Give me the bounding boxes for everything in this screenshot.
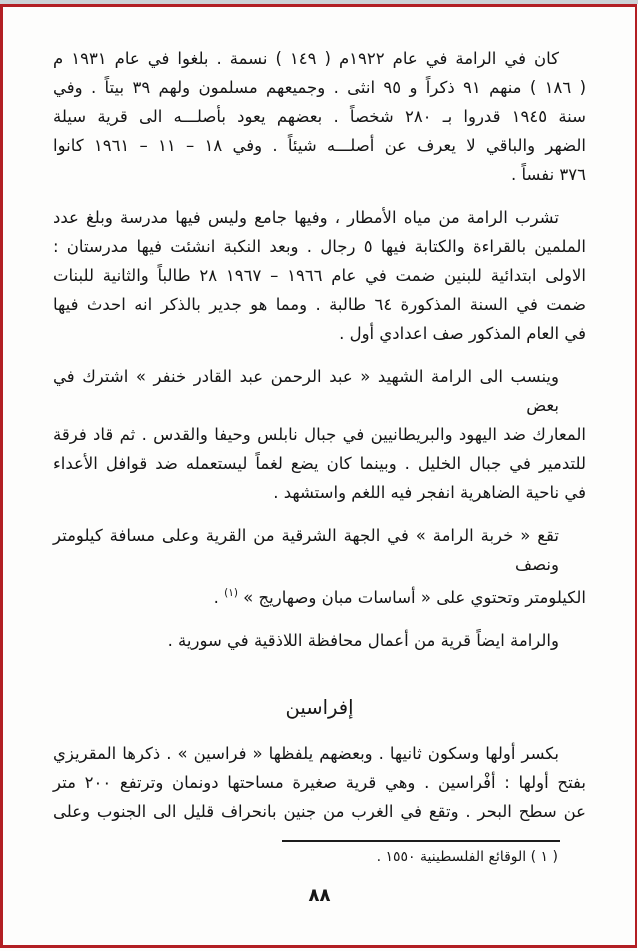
text-line: تقع « خربة الرامة » في الجهة الشرقية من القرية وعلى مسافة كيلومتر ونصف (53, 526, 559, 574)
paragraph-rama-water-schools (53, 203, 586, 348)
text-line: والرامة ايضاً قرية من أعمال محافظة اللاذقية في سورية . (167, 631, 559, 650)
text-line: وينسب الى الرامة الشهيد « عبد الرحمن عبد القادر خنفر » اشترك في بعض (53, 367, 559, 415)
paragraph-ifrasin-intro (53, 739, 586, 826)
paragraph-rama-population (53, 44, 586, 189)
text-line: المعارك ضد اليهود والبريطانيين في جبال نابلس وحيفا والقدس . ثم قاد فرقة (53, 425, 586, 444)
text-line: بكسر أولها وسكون ثانيها . وبعضهم يلفظها « فراسين » . ذكرها المقريزي (53, 744, 559, 763)
page-text-block (53, 0, 586, 910)
text-line: الضهر والباقي لا يعرف عن أصلـــه شيئاً . وفي ١٨ – ١١ – ١٩٦١ كانوا (53, 136, 586, 155)
footnote-text: ( ١ ) الوقائع الفلسطينية ١٥٥٠ . (376, 849, 558, 865)
text-line: ٣٧٦ نفساً . (510, 165, 586, 184)
paragraph-khirbet-rama (53, 521, 586, 612)
text-line (53, 579, 586, 612)
section-heading-ifrasin: إفراسين (285, 696, 354, 719)
text-line: ضمت في السنة المذكورة ٦٤ طالبة . ومما هو جدير بالذكر انه احدث فيها (53, 295, 586, 314)
footnote-separator-rule (282, 840, 560, 842)
text-line: الاولى ابتدائية للبنين ضمت في عام ١٩٦٦ – ١٩٦٧ ٢٨ طالباً والثانية للبنات (53, 266, 586, 285)
text-line: بفتح أولها : أفْراسين . وهي قرية صغيرة مساحتها دونمان وترتفع ٢٠٠ متر (53, 773, 586, 792)
footnote-reference-marker: (١) (224, 587, 238, 599)
text-line: تشرب الرامة من مياه الأمطار ، وفيها جامع وليس فيها مدرسة وبلغ عدد (53, 208, 559, 227)
text-segment: . (213, 588, 225, 607)
text-segment: الكيلومتر وتحتوي على « أساسات مبان وصهاريج » (237, 588, 586, 607)
paragraph-rama-martyr (53, 362, 586, 507)
text-line: للتدمير في جبال الخليل . وبينما كان يضع لغماً ليستعمله ضد قوافل الأعداء (53, 454, 586, 473)
page-number: ٨٨ (308, 885, 331, 906)
text-line: عن سطح البحر . وتقع في الغرب من جنين بانحراف قليل الى الجنوب وعلى (53, 802, 586, 821)
text-line: في ناحية الضاهرية انفجر فيه اللغم واستشهد . (273, 483, 586, 502)
paragraph-rama-syria (53, 626, 586, 655)
text-line: في العام المذكور صف اعدادي أول . (339, 324, 586, 343)
text-line: كان في الرامة في عام ١٩٢٢م ( ١٤٩ ) نسمة . بلغوا في عام ١٩٣١ م (53, 49, 559, 68)
text-line: ( ١٨٦ ) منهم ٩١ ذكراً و ٩٥ انثى . وجميعهم مسلمون ولهم ٣٩ بيتاً . وفي (53, 78, 587, 97)
text-line: الملمين بالقراءة والكتابة فيها ٥ رجال . وبعد النكبة انشئت فيها مدرستان : (53, 237, 586, 256)
text-line: سنة ١٩٤٥ قدروا بـ ٢٨٠ شخصاً . بعضهم يعود بأصلـــه الى قرية سيلة (53, 107, 586, 126)
